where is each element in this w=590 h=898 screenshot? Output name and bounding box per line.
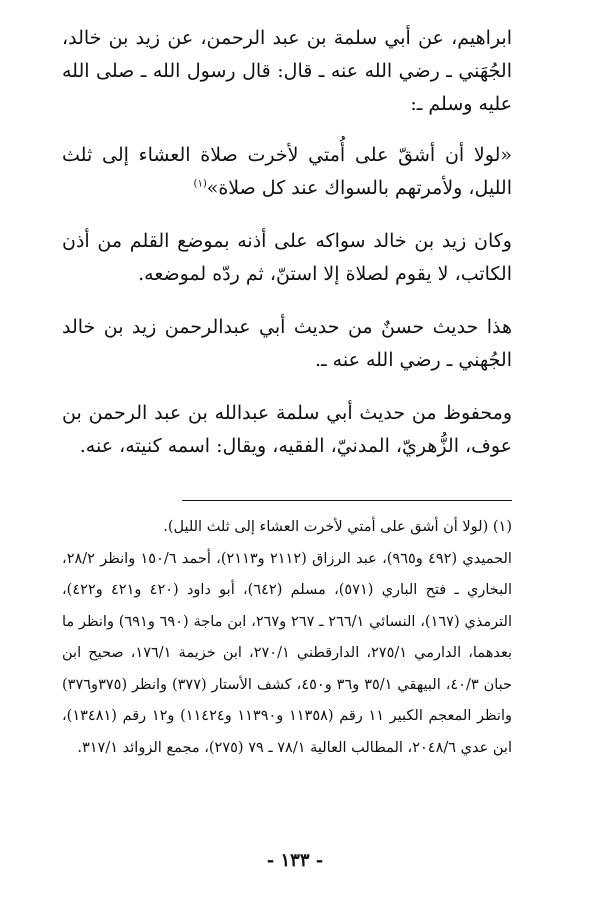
paragraph-narration: وكان زيد بن خالد سواكه على أذنه بموضع القلم من أذن الكاتب، لا يقوم لصلاة إلا استنّ، ثم ردّه لموضعه. xyxy=(62,230,512,285)
hadith-text: «لولا أن أشقّ على أُمتي لأخرت صلاة العشاء إلى ثلث الليل، ولأمرتهم بالسواك عند كل صلاة» xyxy=(62,144,512,199)
paragraph-grading: هذا حديث حسنٌ من حديث أبي عبدالرحمن زيد بن خالد الجُهني ـ رضي الله عنه ـ. xyxy=(62,316,512,371)
footnote-divider xyxy=(182,500,512,501)
paragraph-isnad: ابراهيم، عن أبي سلمة بن عبد الرحمن، عن زيد بن خالد، الجُهَني ـ رضي الله عنه ـ قال: قال رسول الله ـ صلى الله عليه وسلم ـ: xyxy=(62,27,512,115)
main-text xyxy=(62,22,512,483)
footnote-reference[interactable]: (١) xyxy=(193,178,207,190)
footnotes xyxy=(62,512,512,764)
paragraph-preserved: ومحفوظ من حديث أبي سلمة عبدالله بن عبد الرحمن بن عوف، الزُّهريّ، المدنيّ، الفقيه، ويقال: اسمه كنيته، عنه. xyxy=(62,402,513,457)
paragraph-hadith xyxy=(62,139,512,205)
footnote-sources: الحميدي (٤٩٢ و٩٦٥)، عبد الرزاق (٢١١٢ و٢١١٣)، أحمد ١٥٠/٦ وانظر ٢٨/٢، البخاري ـ فتح الباري (٥٧١)، مسلم (٦٤٢)، أبو داود (٤٢٠ و٤٢١ و٤٢٢)، الترمذي (١٦٧)، النسائي ٢٦٦/١ ـ ٢٦٧ و٢٦٧، ابن ماجة (٦٩٠ و٦٩١) وانظر ما بعدهما، الدارمي ٢٧٥/١، الدارقطني ٢٧٠/١، ابن خزيمة ١٧٦/١، صحيح ابن حبان ٤٠/٣، البيهقي ٣٥/١ و٣٦ و٤٥٠، كشف الأستار (٣٧٧) وانظر (٣٧٥و٣٧٦) وانظر المعجم الكبير ١١ رقم (١١٣٥٨ و١١٣٩٠ و١١٤٢٤) و١٢ رقم (١٣٤٨١)، ابن عدي ٢٠٤٨/٦، المطالب العالية ٧٨/١ ـ ٧٩ (٢٧٥)، مجمع الزوائد ٣١٧/١. xyxy=(62,550,512,756)
page-number: - ١٣٣ - xyxy=(266,850,324,871)
footnote-heading: (١) (لولا أن أشق على أمتي لأخرت العشاء إلى ثلث الليل). xyxy=(163,519,512,535)
